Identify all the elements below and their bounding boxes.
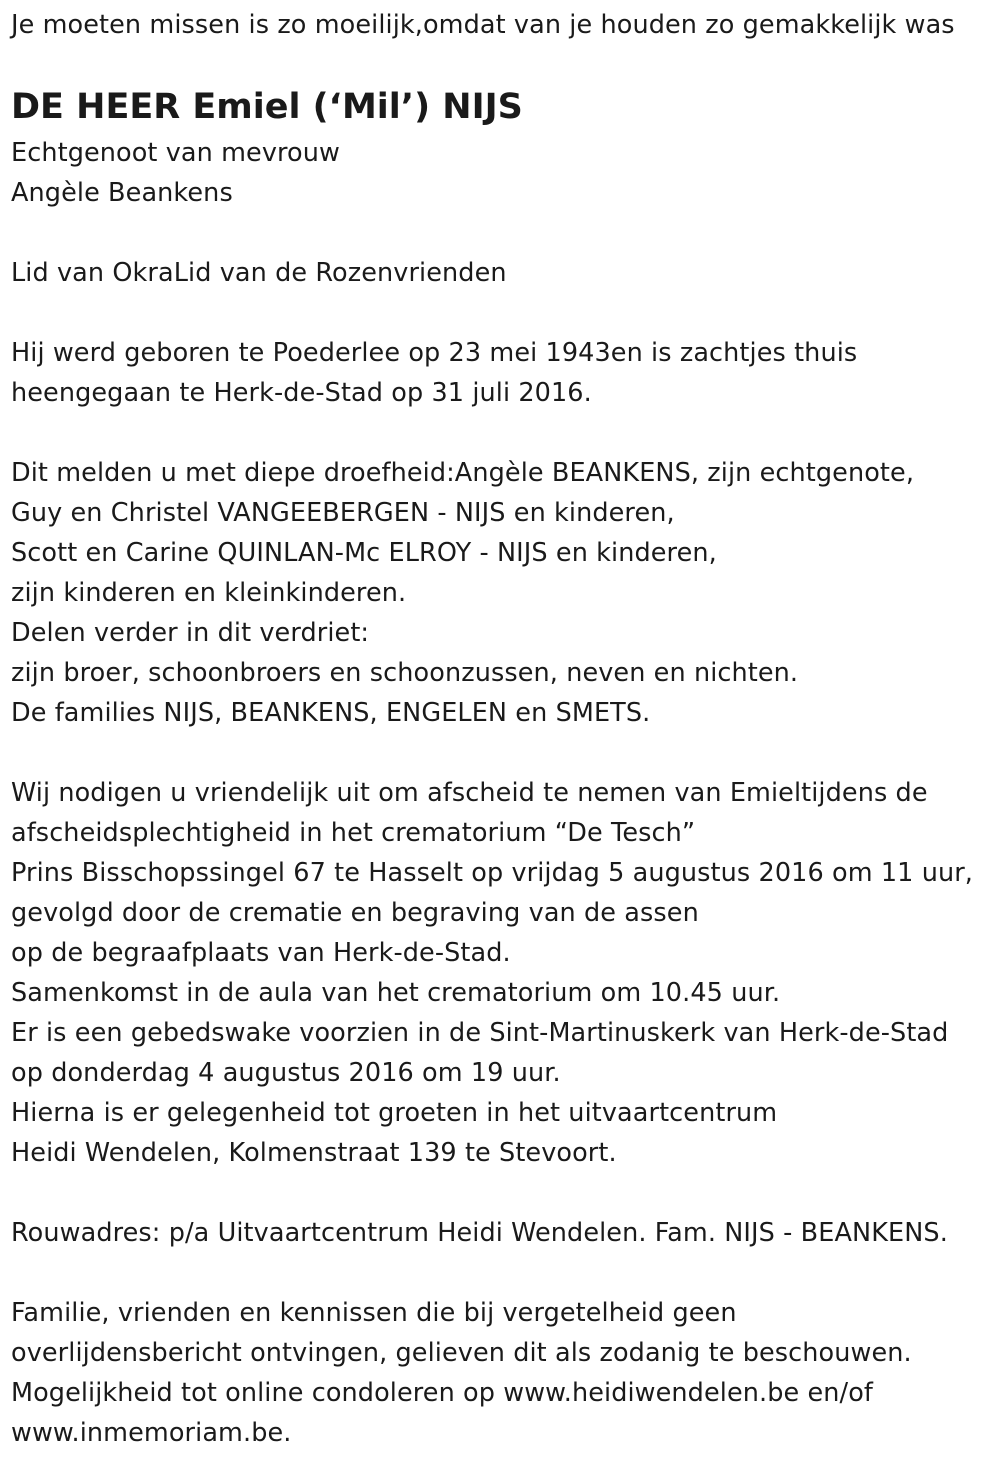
ceremony-line: Prins Bisschopssingel 67 te Hasselt op vrijdag 5 augustus 2016 om 11 uur, [11,858,974,888]
announcement-section [11,453,914,733]
ceremony-line: Heidi Wendelen, Kolmenstraat 139 te Stevoort. [11,1138,617,1168]
birth-death-section [11,333,857,413]
ceremony-line: op donderdag 4 augustus 2016 om 19 uur. [11,1058,561,1088]
ceremony-line: Er is een gebedswake voorzien in de Sint-Martinuskerk van Herk-de-Stad [11,1018,949,1048]
memorial-quote: Je moeten missen is zo moeilijk,omdat van je houden zo gemakkelijk was [11,10,955,40]
membership-line: Lid van OkraLid van de Rozenvrienden [11,258,507,288]
ceremony-line: gevolgd door de crematie en begraving van de assen [11,898,699,928]
spouse-line: Angèle Beankens [11,178,233,208]
ceremony-line: Wij nodigen u vriendelijk uit om afscheid te nemen van Emieltijdens de [11,778,928,808]
announcement-line: zijn broer, schoonbroers en schoonzussen, neven en nichten. [11,658,799,688]
closing-line: Familie, vrienden en kennissen die bij vergetelheid geen [11,1298,737,1328]
ceremony-section [11,773,973,1173]
birth-death-line: Hij werd geboren te Poederlee op 23 mei 1943en is zachtjes thuis [11,338,858,368]
closing-line: Mogelijkheid tot online condoleren op www.heidiwendelen.be en/of [11,1378,873,1408]
ceremony-line: op de begraafplaats van Herk-de-Stad. [11,938,511,968]
ceremony-line: Samenkomst in de aula van het crematorium om 10.45 uur. [11,978,781,1008]
spouse-section [11,133,340,213]
announcement-line: Delen verder in dit verdriet: [11,618,370,648]
ceremony-line: afscheidsplechtigheid in het crematorium “De Tesch” [11,818,696,848]
spouse-line: Echtgenoot van mevrouw [11,138,340,168]
announcement-line: Dit melden u met diepe droefheid:Angèle BEANKENS, zijn echtgenote, [11,458,915,488]
deceased-name-title: DE HEER Emiel (‘Mil’) NIJS [11,87,523,127]
mourning-address-line: Rouwadres: p/a Uitvaartcentrum Heidi Wendelen. Fam. NIJS - BEANKENS. [11,1218,948,1248]
announcement-line: Scott en Carine QUINLAN-Mc ELROY - NIJS en kinderen, [11,538,717,568]
birth-death-line: heengegaan te Herk-de-Stad op 31 juli 2016. [11,378,592,408]
membership-section [11,253,507,293]
closing-line: overlijdensbericht ontvingen, gelieven dit als zodanig te beschouwen. [11,1338,912,1368]
announcement-line: zijn kinderen en kleinkinderen. [11,578,407,608]
ceremony-line: Hierna is er gelegenheid tot groeten in het uitvaartcentrum [11,1098,778,1128]
closing-section [11,1293,912,1453]
address-section [11,1213,948,1253]
closing-line: www.inmemoriam.be. [11,1418,292,1448]
announcement-line: De families NIJS, BEANKENS, ENGELEN en SMETS. [11,698,651,728]
announcement-line: Guy en Christel VANGEEBERGEN - NIJS en kinderen, [11,498,675,528]
